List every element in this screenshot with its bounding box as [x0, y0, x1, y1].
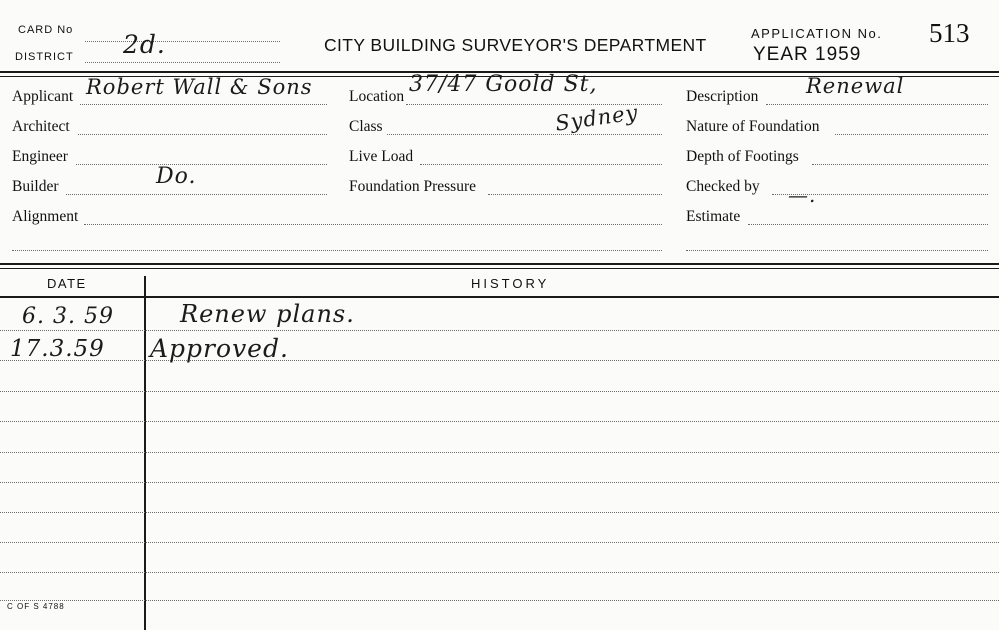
class-line	[387, 134, 662, 135]
depth-of-footings-label: Depth of Footings	[686, 148, 799, 165]
foundation-pressure-label: Foundation Pressure	[349, 178, 477, 195]
applicant-label: Applicant	[12, 88, 74, 105]
checked-by-value: —.	[788, 183, 817, 207]
history-ruled-line	[0, 482, 999, 483]
builder-label: Builder	[12, 178, 59, 195]
form-code: C OF S 4788	[7, 602, 65, 611]
history-entry-date: 17.3.59	[10, 336, 105, 362]
builder-value: Do.	[156, 164, 197, 189]
history-ruled-line	[0, 421, 999, 422]
location-value-line2: Sydney	[553, 100, 640, 136]
estimate-label: Estimate	[686, 208, 741, 225]
history-rule-top	[0, 263, 999, 265]
department-title: CITY BUILDING SURVEYOR'S DEPARTMENT	[324, 35, 707, 55]
history-ruled-line	[0, 542, 999, 543]
history-rule-second	[0, 268, 999, 269]
history-header-rule	[0, 296, 999, 298]
estimate-line	[748, 224, 988, 225]
history-ruled-line	[0, 512, 999, 513]
history-entry-text: Renew plans.	[180, 300, 355, 328]
application-label: APPLICATION No.	[751, 26, 883, 41]
alignment-line	[84, 224, 662, 225]
depth-of-footings-line	[812, 164, 988, 165]
date-column-header: DATE	[47, 276, 87, 291]
engineer-line	[76, 164, 327, 165]
applicant-value: Robert Wall & Sons	[86, 75, 313, 99]
builder-line	[66, 194, 327, 195]
history-entry-text: Approved.	[150, 334, 289, 363]
location-value: 37/47 Goold St,	[409, 72, 598, 97]
location-label: Location	[349, 88, 405, 105]
alignment-label: Alignment	[12, 208, 79, 225]
architect-line	[78, 134, 327, 135]
engineer-label: Engineer	[12, 148, 68, 165]
history-ruled-line	[0, 600, 999, 601]
live-load-label: Live Load	[349, 148, 414, 165]
checked-by-label: Checked by	[686, 178, 760, 195]
history-ruled-line	[0, 452, 999, 453]
foundation-pressure-line	[488, 194, 662, 195]
district-value: 2d.	[123, 30, 166, 59]
district-line	[85, 62, 280, 63]
alignment-line-2	[12, 250, 662, 251]
nature-of-foundation-label: Nature of Foundation	[686, 118, 820, 135]
district-label: DISTRICT	[15, 51, 74, 63]
history-ruled-line	[0, 391, 999, 392]
description-line	[766, 104, 988, 105]
description-value: Renewal	[806, 74, 905, 98]
description-label: Description	[686, 88, 759, 105]
history-entry-date: 6. 3. 59	[22, 304, 114, 329]
nature-of-foundation-line	[835, 134, 988, 135]
estimate-line-2	[686, 250, 988, 251]
application-number: 513	[929, 18, 970, 48]
class-label: Class	[349, 118, 383, 135]
history-ruled-line	[0, 330, 999, 331]
card-no-line	[85, 41, 280, 42]
history-ruled-line	[0, 572, 999, 573]
live-load-line	[420, 164, 662, 165]
application-year: YEAR 1959	[753, 44, 862, 65]
card-no-label: CARD No	[18, 24, 74, 36]
history-column-header: HISTORY	[471, 276, 550, 291]
architect-label: Architect	[12, 118, 70, 135]
applicant-line	[80, 104, 327, 105]
